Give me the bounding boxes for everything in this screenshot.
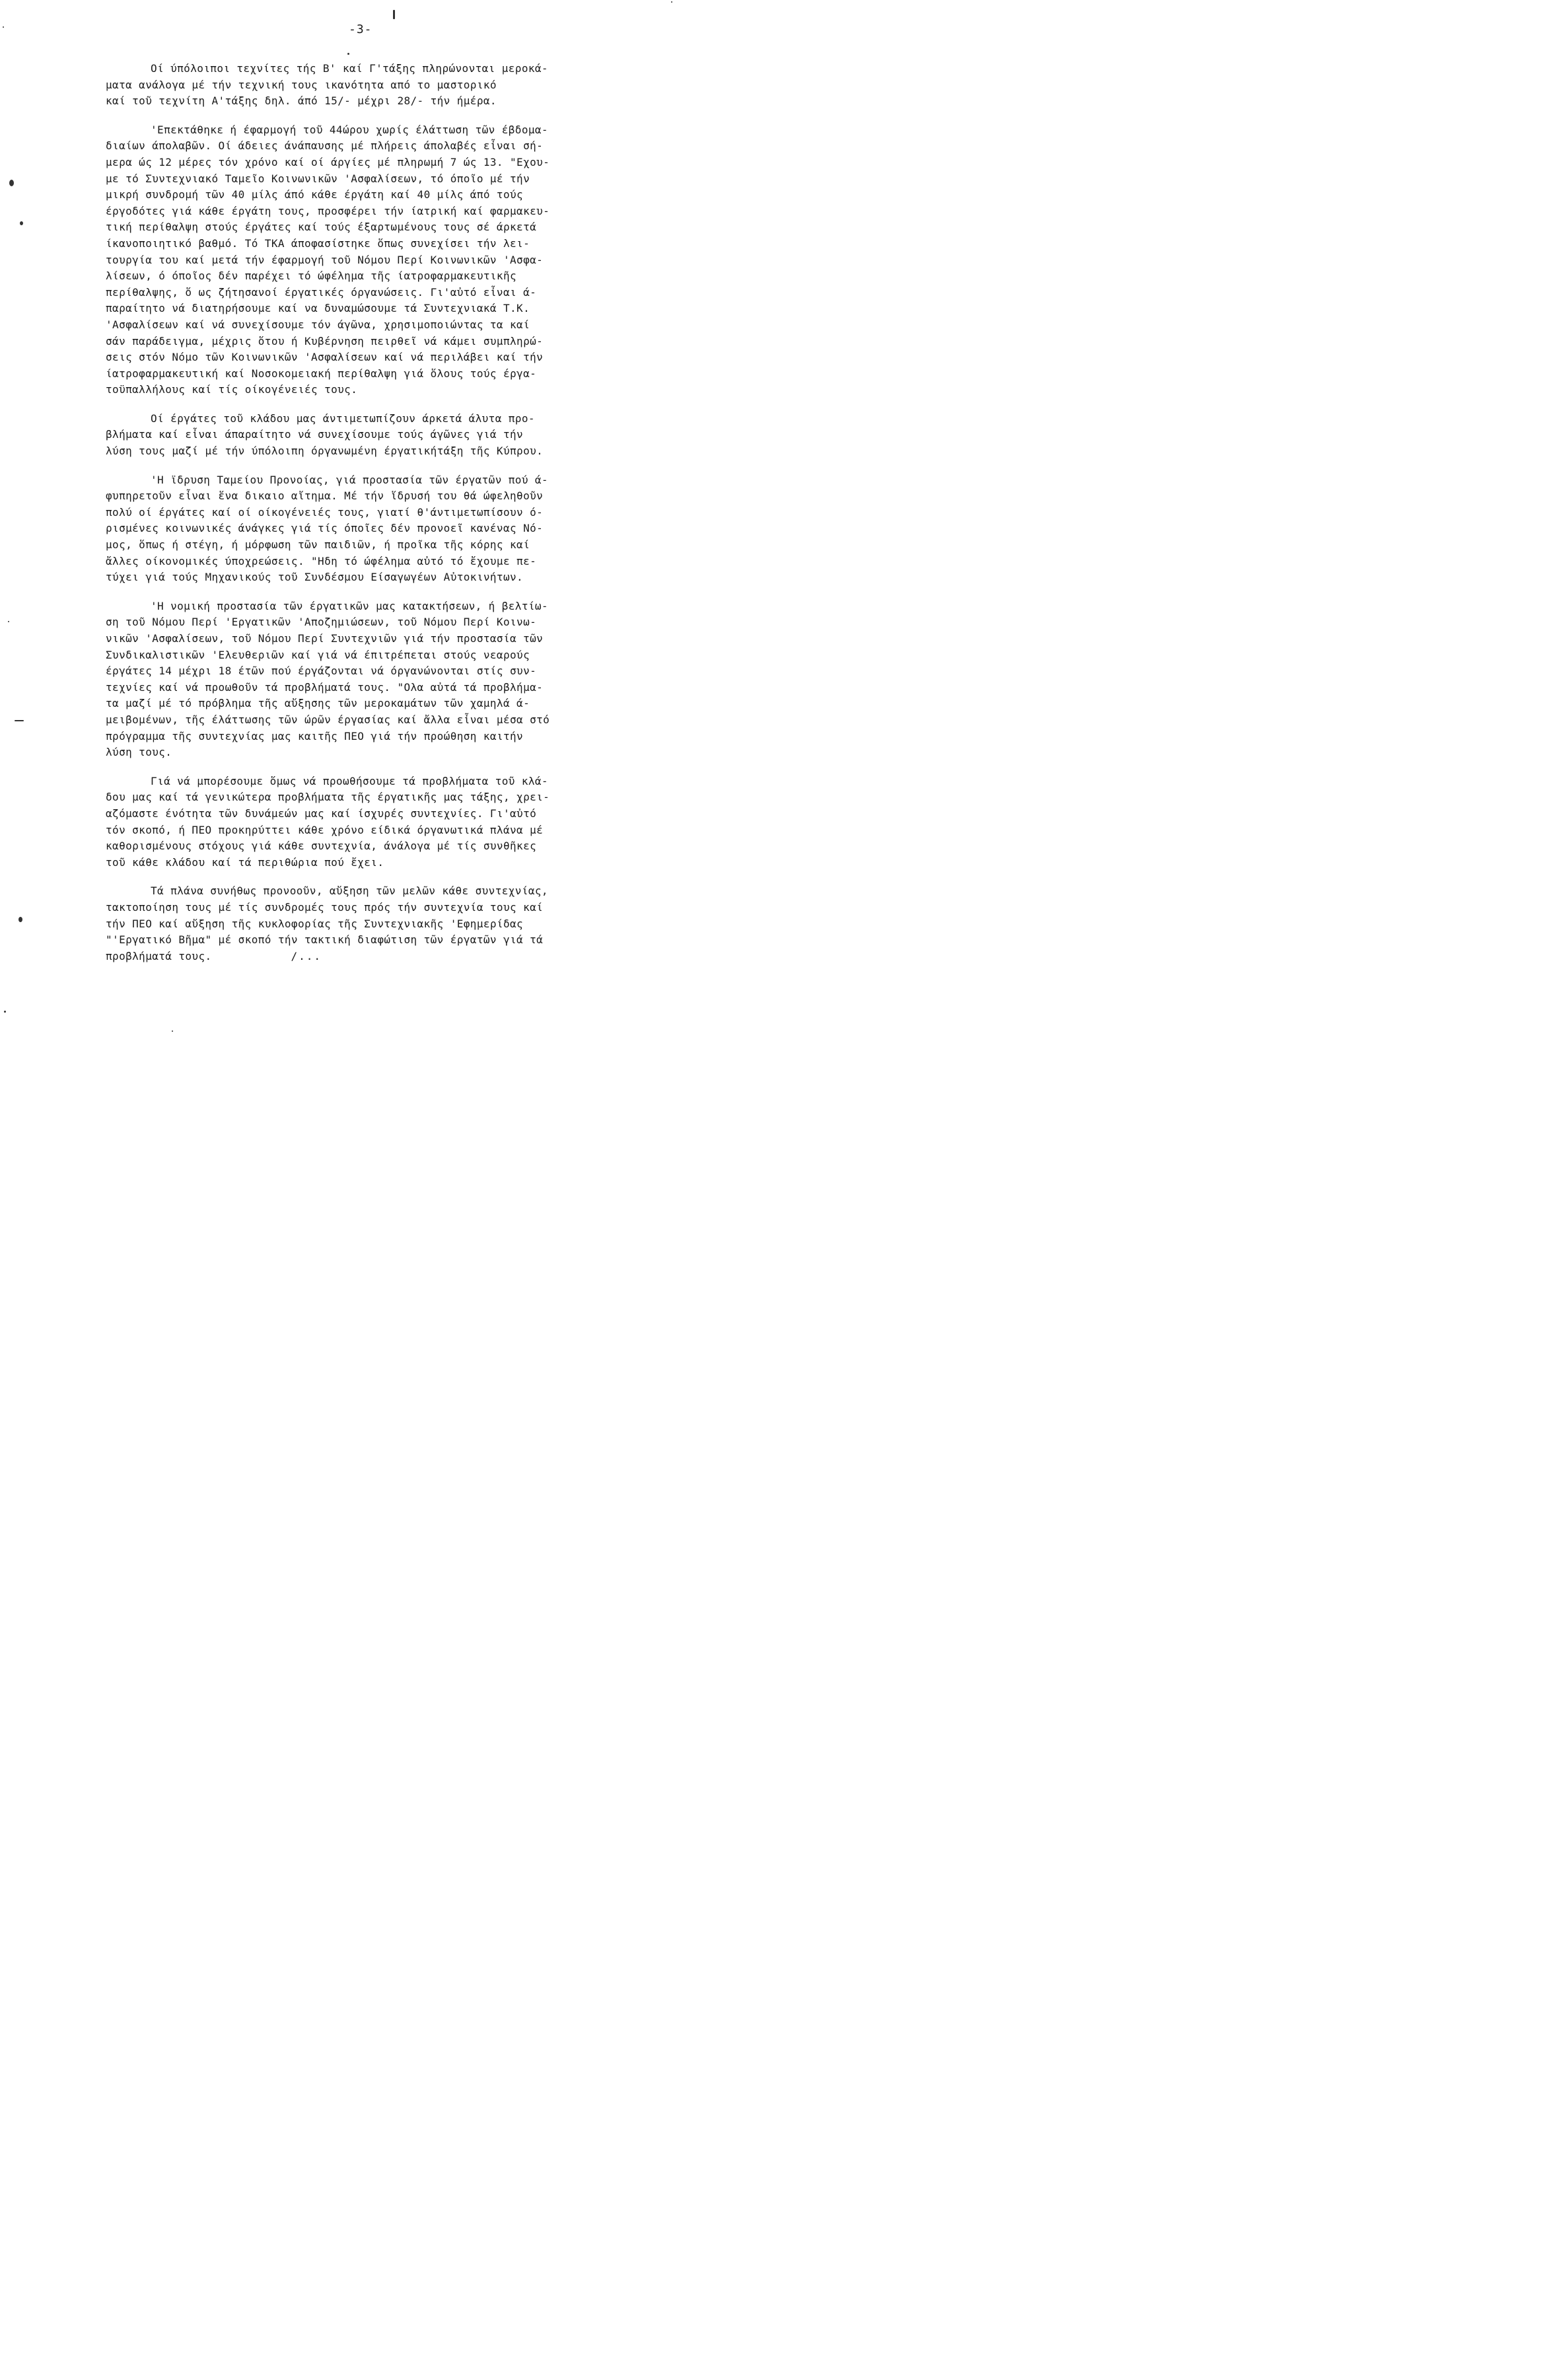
scan-speck [8,621,9,622]
text-line: 'Επεκτάθηκε ή έφαρμογή τοῦ 44ώρου χωρίς έλάττωση τῶν έβδομα- [151,123,548,136]
scan-speck [18,917,22,922]
text-line: διαίων άπολαβῶν. Οί άδειες άνάπαυσης μέ πλήρεις άπολαβές εἶναι σή- [106,139,544,153]
text-line [106,949,608,965]
text-line: λίσεων, ό όποῖος δέν παρέχει τό ώφέλημα τῆς ίατροφαρμακευτικῆς [106,270,517,283]
last-line-text: προβλήματά τους. [106,949,212,962]
scan-speck [172,1030,173,1032]
text-line: νικῶν 'Ασφαλίσεων, τοῦ Νόμου Περί Συντεχνιῶν γιά τήν προστασία τῶν [106,632,544,645]
paragraph-wages [106,61,608,110]
scan-speck [9,180,14,186]
scan-speck [671,1,672,3]
text-line: μος, ὅπως ή στέγη, ή μόρφωση τῶν παιδιῶν, ή προῖκα τῆς κόρης καί [106,538,530,552]
paragraph-plans-provide [106,883,608,964]
text-line: καθορισμένους στόχους γιά κάθε συντεχνία, άνάλογα μέ τίς συνθῆκες [106,840,537,853]
text-line: φυπηρετοῦν εἶναι ἕνα δικαιο αἴτημα. Μέ τήν ἵδρυσή του θά ώφεληθοῦν [106,489,544,503]
text-line: μικρή συνδρομή τῶν 40 μίλς άπό κάθε έργάτη καί 40 μίλς άπό τούς [106,188,524,201]
text-line: σάν παράδειγμα, μέχρις ὅτου ή Κυβέρνηση πειρθεῖ νά κάμει συμπληρώ- [106,334,544,347]
text-line: "'Εργατικό Βῆμα" μέ σκοπό τήν τακτική διαφώτιση τῶν έργατῶν γιά τά [106,933,544,947]
text-line: ρισμένες κοινωνικές άνάγκες γιά τίς όποῖες δέν προνοεῖ κανένας Νό- [106,522,544,535]
text-line: λύση τους μαζί μέ τήν ύπόλοιπη όργανωμένη έργατικήτάξη τῆς Κύπρου. [106,445,544,458]
text-line: τύχει γιά τούς Μηχανικούς τοῦ Συνδέσμου Είσαγωγέων Αὐτοκινήτων. [106,571,524,584]
document-page [0,0,682,1036]
text-line: παραίτητο νά διατηρήσουμε καί να δυναμώσουμε τά Συντεχνιακά Τ.Κ. [106,302,530,315]
text-line: Οί ύπόλοιποι τεχνίτες τής Β' καί Γ'τάξης πληρώνονται μεροκά- [151,62,548,75]
text-line: 'Η ϊδρυση Ταμείου Προνοίας, γιά προστασία τῶν έργατῶν πού ά- [151,473,548,486]
text-line: αζόμαστε ένότητα τῶν δυνάμεών μας καί ίσχυρές συντεχνίες. Γι'αὐτό [106,807,537,820]
text-line: ση τοῦ Νόμου Περί 'Εργατικῶν 'Αποζημιώσεων, τοῦ Νόμου Περί Κοινω- [106,616,537,629]
continuation-mark: /... [291,949,322,962]
text-line: τόν σκοπό, ή ΠΕΟ προκηρύττει κάθε χρόνο είδικά όργανωτικά πλάνα μέ [106,823,544,836]
text-line: 'Ασφαλίσεων καί νά συνεχίσουμε τόν άγῶνα, χρησιμοποιώντας τα καί [106,318,530,331]
text-line: τα μαζί μέ τό πρόβλημα τῆς αὔξησης τῶν μεροκαμάτων τῶν χαμηλά ά- [106,697,530,710]
paragraph-44-hour-week [106,122,608,398]
scan-speck [347,53,349,55]
text-line: πολύ οί έργάτες καί οί οίκογένειές τους, γιατί θ'άντιμετωπίσουν ό- [106,505,544,519]
paragraph-legal-protection [106,598,608,761]
text-line: τακτοποίηση τους μέ τίς συνδρομές τους πρός τήν συντεχνία τους καί [106,900,544,914]
text-line: Τά πλάνα συνήθως προνοοῦν, αὔξηση τῶν μελῶν κάθε συντεχνίας, [151,884,548,898]
text-line: ματα ανάλογα μέ τήν τεχνική τους ικανότητα από το μαστορικό [106,78,497,91]
text-line: με τό Συντεχνιακό Ταμεῖο Κοινωνικῶν 'Ασφαλίσεων, τό όποῖο μέ τήν [106,172,530,185]
text-line: καί τοῦ τεχνίτη Α'τάξης δηλ. άπό 15/- μέχρι 28/- τήν ήμέρα. [106,94,497,108]
scan-speck [15,720,24,721]
text-line: περίθαλψης, ὅ ως ζήτησανοί έργατικές όργανώσεις. Γι'αὐτό εἶναι ά- [106,285,537,299]
text-line: δου μας καί τά γενικώτερα προβλήματα τῆς έργατικῆς μας τάξης, χρει- [106,791,550,804]
text-line: πρόγραμμα τῆς συντεχνίας μας καιτῆς ΠΕΟ γιά τήν προώθηση καιτήν [106,729,524,742]
scan-speck [393,10,395,19]
scan-speck [4,1011,6,1013]
text-line: βλήματα καί εἶναι άπαραίτητο νά συνεχίσουμε τούς άγῶνες γιά τήν [106,428,524,441]
text-line: ἄλλες οίκονομικές ύποχρεώσεις. "Ηδη τό ώφέλημα αὐτό τό ἔχουμε πε- [106,554,537,567]
page-number: -3- [349,22,373,36]
text-line: 'Η νομική προστασία τῶν έργατικῶν μας κατακτήσεων, ή βελτίω- [151,599,548,612]
text-line: τοῦ κάθε κλάδου καί τά περιθώρια πού ἔχει. [106,855,384,869]
text-line: τοϋπαλλήλους καί τίς οίκογένειές τους. [106,383,358,396]
text-line: Συνδικαλιστικῶν 'Ελευθεριῶν καί γιά νά έπιτρέπεται στούς νεαρούς [106,648,530,661]
text-line: Οί έργάτες τοῦ κλάδου μας άντιμετωπίζουν άρκετά άλυτα προ- [151,412,535,425]
text-line: έργοδότες γιά κάθε έργάτη τους, προσφέρει τήν ίατρική καί φαρμακευ- [106,204,550,217]
paragraph-organisational-plans [106,774,608,871]
scan-speck [20,221,23,225]
text-line: ίατροφαρμακευτική καί Νοσοκομειακή περίθαλψη γιά ὅλους τούς έργα- [106,367,537,380]
text-line: μειβομένων, τῆς έλάττωσης τῶν ώρῶν έργασίας καί ἄλλα εἶναι μέσα στό [106,713,550,726]
text-line: σεις στόν Νόμο τῶν Κοινωνικῶν 'Ασφαλίσεων καί νά περιλάβει καί τήν [106,351,544,364]
text-line: μερα ώς 12 μέρες τόν χρόνο καί οί άργίες μέ πληρωμή 7 ώς 13. "Εχου- [106,155,550,168]
text-line: λύση τους. [106,746,172,759]
text-line: Γιά νά μπορέσουμε ὅμως νά προωθήσουμε τά προβλήματα τοῦ κλά- [151,774,548,787]
text-line: τεχνίες καί νά προωθοῦν τά προβλήματά τους. "Ολα αὐτά τά προβλήμα- [106,680,544,694]
text-line: έργάτες 14 μέχρι 18 έτῶν πού έργάζονται νά όργανώνονται στίς συν- [106,665,537,678]
text-line: τική περίθαλψη στούς έργάτες καί τούς έξαρτωμένους τους σέ άρκετά [106,221,537,234]
text-line: τουργία του καί μετά τήν έφαρμογή τοῦ Νόμου Περί Κοινωνικῶν 'Ασφα- [106,253,544,266]
text-line: τήν ΠΕΟ καί αὔξηση τῆς κυκλοφορίας τῆς Συντεχνιακῆς 'Εφημερίδας [106,917,524,930]
scan-speck [3,26,4,28]
paragraph-provident-fund [106,472,608,586]
body-text [106,61,608,977]
paragraph-unsolved-problems [106,411,608,460]
text-line: ίκανοποιητικό βαθμό. Τό ΤΚΑ άποφασίστηκε ὅπως συνεχίσει τήν λει- [106,236,530,250]
